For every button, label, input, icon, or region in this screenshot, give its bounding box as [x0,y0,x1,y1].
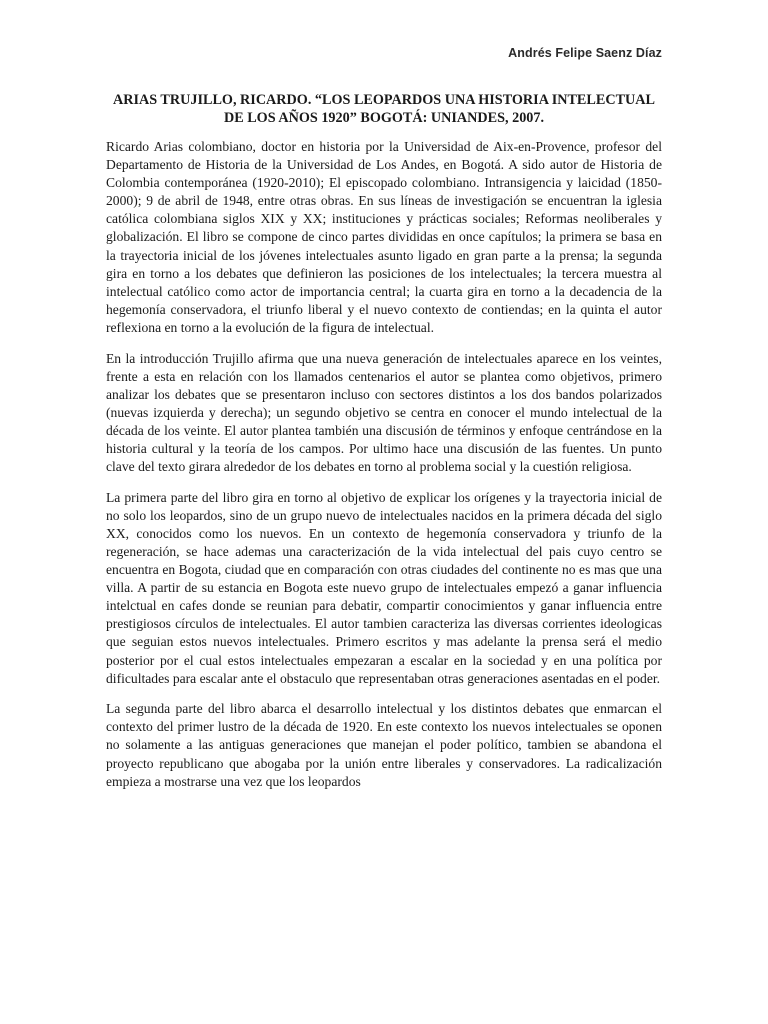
document-title: ARIAS TRUJILLO, RICARDO. “LOS LEOPARDOS UNA HISTORIA INTELECTUAL DE LOS AÑOS 1920” BOGOTÁ: UNIANDES, 2007. [112,92,655,126]
paragraph: La primera parte del libro gira en torno al objetivo de explicar los orígenes y la trayectoria inicial de no solo los leopardos, sino de un grupo nuevo de intelectuales nacidos en la primera década del siglo XX, conocidos como los nuevos. En un contexto de hegemonía conservadora y triunfo de la regeneración, se hace ademas una caracterización de la vida intelectual del pais cuyo centro se encuentra en Bogota, ciudad que en comparación con otras ciudades del continente no es mas que una villa. A partir de su estancia en Bogota este nuevo grupo de intelectuales empezó a ganar influencia intelctual en cafes donde se reunian para debatir, compartir conocimientos y ganar influencia entre prestigiosos círculos de intelectuales. El autor tambien caracteriza las diversas corrientes ideologicas que seguian estos nuevos intelectuales. Primero escritos y mas adelante la prensa será el medio posterior por el cual estos intelectuales empezaran a escalar en la sociedad y en una política por dificultades para escalar ante el obstaculo que representaban otras generaciones asentadas en el poder. [106,489,662,686]
paragraph: La segunda parte del libro abarca el desarrollo intelectual y los distintos debates que enmarcan el contexto del primer lustro de la década de 1920. En este contexto los nuevos intelectuales se oponen no solamente a las antiguas generaciones que manejan el poder político, tambien se abandona el proyecto republicano que abogaba por la unión entre liberales y conservadores. La radicalización empieza a mostrarse una vez que los leopardos [106,701,662,789]
paragraph: Ricardo Arias colombiano, doctor en historia por la Universidad de Aix-en-Provence, profesor del Departamento de Historia de la Universidad de Los Andes, en Bogotá. A sido autor de Historia de Colombia contemporánea (1920-2010); El episcopado colombiano. Intransigencia y laicidad (1850-2000); 9 de abril de 1948, entre otras obras. En sus líneas de investigación se encuentran la iglesia católica colombiana siglos XIX y XX; instituciones y prácticas sociales; Reformas neoliberales y globalización. El libro se compone de cinco partes divididas en once capítulos; la primera se basa en la trayectoria inicial de los jóvenes intelectuales asunto ligado en gran parte a la prensa; la segunda gira en torno a los debates que definieron las posiciones de los intelectuales; la tercera muestra al intelectual católico como actor de importancia central; la cuarta gira en torno a la decadencia de la hegemonía conservadora, el triunfo liberal y el nuevo contexto de contiendas; en la quinta el autor reflexiona en torno a la evolución de la figura de intelectual. [106,139,662,335]
document-body [106,138,662,803]
author-name: Andrés Felipe Saenz Díaz [508,46,662,60]
paragraph: En la introducción Trujillo afirma que una nueva generación de intelectuales aparece en los veintes, frente a esta en relación con los llamados centenarios el autor se plantea como objetivos, primero analizar los debates que se presentaron incluso con sectores distintos a los dos bandos polarizados (nuevas izquierda y derecha); un segundo objetivo se centra en conocer el mundo intelectual de la década de los veinte. El autor plantea también una discusión de términos y enfoque centrándose en la historia cultural y la teoría de los campos. Por ultimo hace una discusión de las fuentes. Un punto clave del texto girara alrededor de los debates en torno al problema social y la cuestión religiosa. [106,350,662,475]
